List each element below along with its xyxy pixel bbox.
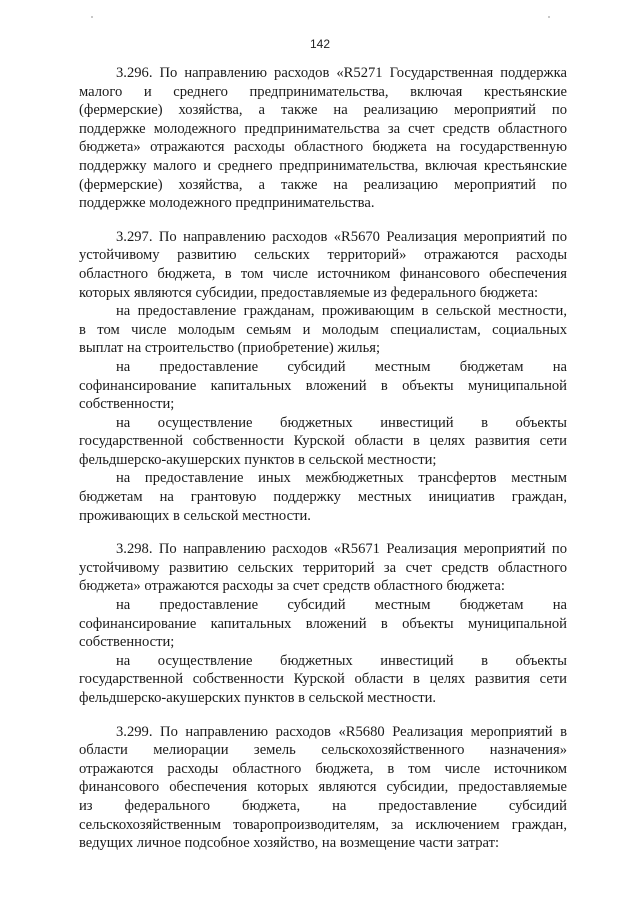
text-line: 3.296. По направлению расходов «R5271 Государственная поддержка [116,65,567,81]
text-line: в том числе молодым семьям и молодым специалистам, социальных [79,321,567,338]
text-line: на предоставление иных межбюджетных трансфертов местным [116,470,567,487]
scan-dot-right [548,16,550,18]
text-line: поддержке молодежного предпринимательства за счет средств областного [79,120,567,137]
text-line: бюджетам на грантовую поддержку местных инициатив граждан, [79,489,567,506]
text-line: устойчивому развитию сельских территорий» отражаются расходы [79,247,567,264]
scan-dot-left [91,16,93,18]
paragraph [79,540,567,707]
text-line: выплат на строительство (приобретение) жилья; [79,340,381,357]
text-line: которых являются субсидии, предоставляемые из федерального бюджета: [79,284,539,301]
text-line: малого и среднего предпринимательства, включая крестьянские [79,83,567,100]
text-line: областного бюджета, в том числе источником финансового обеспечения [79,265,567,282]
paragraph [79,64,567,213]
text-line: на предоставление субсидий местным бюджетам на [116,597,567,614]
text-line: (фермерские) хозяйства, а также на реализацию мероприятий по [79,102,567,119]
text-line: на предоставление субсидий местным бюджетам на [116,358,567,375]
text-line: поддержку малого и среднего предпринимательства, включая крестьянские [79,157,567,174]
text-line: из федерального бюджета, на предоставление субсидий [79,797,567,814]
text-line: поддержке молодежного предпринимательства. [79,195,375,212]
text-line: области мелиорации земель сельскохозяйственного назначения» [79,742,567,759]
text-line: на предоставление гражданам, проживающим в сельской местности, [116,303,567,320]
text-line: софинансирование капитальных вложений в объекты муниципальной [79,377,567,394]
paragraph-list [79,64,567,853]
text-line: на осуществление бюджетных инвестиций в объекты [116,414,567,431]
text-line: (фермерские) хозяйства, а также на реализацию мероприятий по [79,176,567,193]
text-line: бюджета» отражаются расходы областного бюджета на государственную [79,139,567,156]
paragraph [79,723,567,853]
paragraph [79,228,567,526]
text-line: сельскохозяйственным товаропроизводителям, за исключением граждан, [79,816,567,833]
text-line: 3.299. По направлению расходов «R5680 Реализация мероприятий в [116,723,567,740]
text-line: бюджета» отражаются расходы за счет средств областного бюджета: [79,578,505,595]
document-body [79,64,567,853]
text-line: фельдшерско-акушерских пунктов в сельской местности; [79,451,437,468]
text-line: ведущих личное подсобное хозяйство, на возмещение части затрат: [79,835,500,852]
text-line: государственной собственности Курской области в целях развития сети [79,433,567,450]
text-line: 3.298. По направлению расходов «R5671 Реализация мероприятий по [116,541,567,558]
text-line: 3.297. По направлению расходов «R5670 Реализация мероприятий по [116,228,567,245]
text-line: проживающих в сельской местности. [79,507,311,524]
text-line: собственности; [79,396,175,413]
text-line: фельдшерско-акушерских пунктов в сельской местности. [79,690,437,706]
text-line: софинансирование капитальных вложений в объекты муниципальной [79,615,567,632]
text-line: собственности; [79,634,175,651]
page-number: 142 [309,37,331,51]
text-line: государственной собственности Курской области в целях развития сети [79,671,567,688]
text-line: отражаются расходы областного бюджета, в том числе источником [79,760,567,777]
text-line: на осуществление бюджетных инвестиций в объекты [116,652,567,669]
text-line: финансового обеспечения которых являются субсидии, предоставляемые [79,779,567,796]
text-line: устойчивому развитию сельских территорий за счет средств областного [79,559,567,576]
